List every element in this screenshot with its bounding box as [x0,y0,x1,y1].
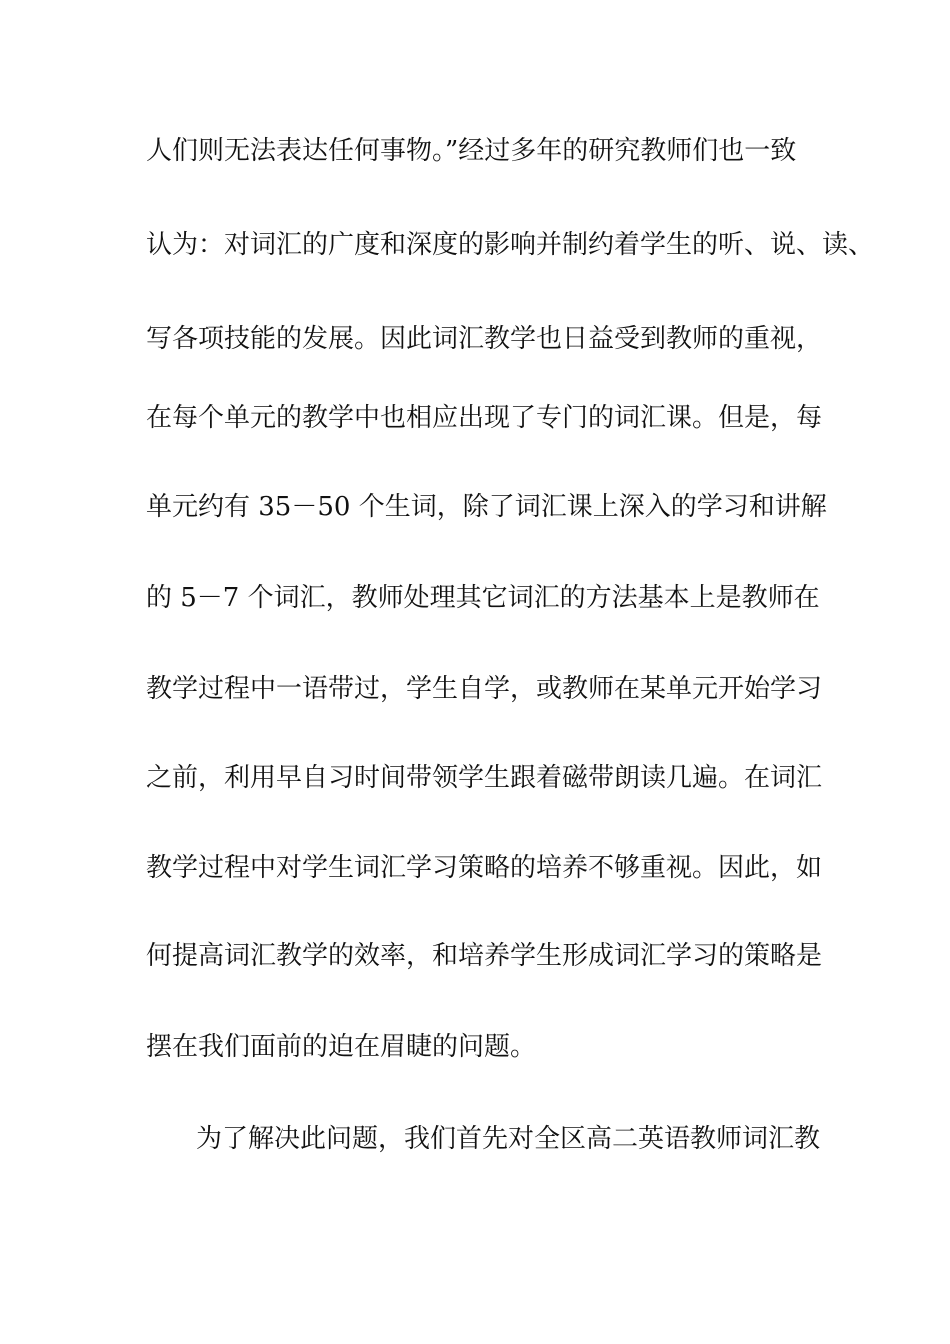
text-line: 之前，利用早自习时间带领学生跟着磁带朗读几遍。在词汇 [146,763,823,793]
text-line: 单元约有 35－50 个生词，除了词汇课上深入的学习和讲解 [146,492,827,522]
text-line: 人们则无法表达任何事物。”经过多年的研究教师们也一致 [146,136,797,166]
text-line: 教学过程中对学生词汇学习策略的培养不够重视。因此，如 [146,853,823,883]
text-line: 在每个单元的教学中也相应出现了专门的词汇课。但是，每 [146,403,823,433]
text-line: 写各项技能的发展。因此词汇教学也日益受到教师的重视， [146,324,823,354]
text-line: 何提高词汇教学的效率，和培养学生形成词汇学习的策略是 [146,941,823,971]
text-line: 摆在我们面前的迫在眉睫的问题。 [146,1032,537,1062]
text-line: 的 5－7 个词汇，教师处理其它词汇的方法基本上是教师在 [146,583,820,613]
paragraph-first-line: 为了解决此问题，我们首先对全区高二英语教师词汇教 [196,1124,821,1154]
text-line: 认为：对词汇的广度和深度的影响并制约着学生的听、说、读、 [146,230,875,260]
text-line: 教学过程中一语带过，学生自学，或教师在某单元开始学习 [146,674,823,704]
